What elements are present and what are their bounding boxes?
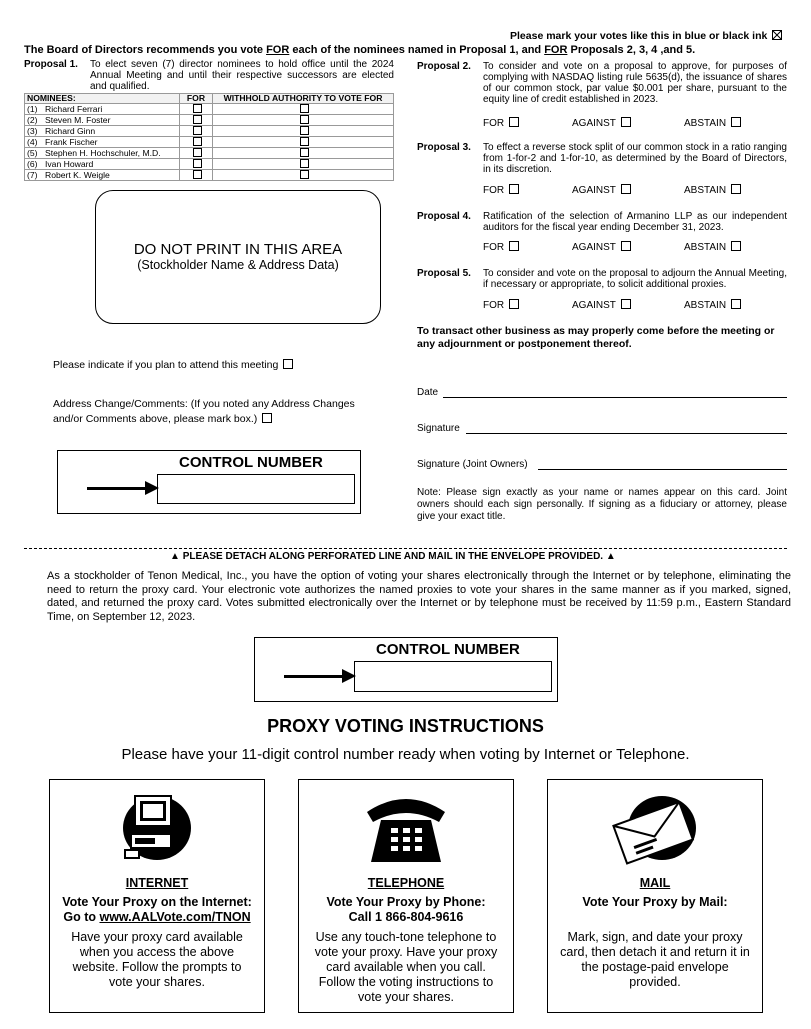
proposal-4-against-checkbox[interactable]	[621, 241, 631, 251]
address-area	[95, 190, 381, 324]
control-number-field-2[interactable]	[354, 661, 552, 692]
telephone-heading: Vote Your Proxy by Phone:	[326, 895, 486, 909]
mail-heading: Vote Your Proxy by Mail:	[582, 895, 728, 909]
instructions-subtitle: Please have your 11-digit control number ready when voting by Internet or Telephone.	[121, 746, 690, 763]
nominee-withhold-checkbox[interactable]	[300, 104, 309, 113]
proposal-2-abstain-checkbox[interactable]	[731, 117, 741, 127]
marked-box-icon	[772, 30, 782, 40]
nominee-for-checkbox[interactable]	[193, 104, 202, 113]
proposal-3-for-option: FOR	[483, 184, 519, 196]
proposal-4-against-option: AGAINST	[572, 241, 631, 253]
nominee-withhold-checkbox[interactable]	[300, 115, 309, 124]
nominee-row	[25, 159, 394, 170]
nominee-name: (4) Frank Fischer	[25, 137, 180, 148]
proposal-1-text: To elect seven (7) director nominees to hold office until the 2024 Annual Meeting and until their respective successors are elected and qualified.	[90, 59, 394, 92]
telephone-panel	[298, 779, 514, 1013]
envelope-icon	[610, 790, 700, 870]
perforation-line	[24, 548, 787, 549]
nominee-withhold-checkbox[interactable]	[300, 148, 309, 157]
address-change: Address Change/Comments: (If you noted any Address Changes and/or Comments above, please mark box.)	[53, 398, 355, 425]
internet-url-link[interactable]: www.AALVote.com/TNON	[99, 910, 251, 924]
mail-title: MAIL	[639, 876, 671, 890]
joint-signature-label: Signature (Joint Owners)	[417, 459, 528, 470]
nominee-row	[25, 115, 394, 126]
proposal-5-abstain-option: ABSTAIN	[684, 299, 741, 311]
nominee-name: (7) Robert K. Weigle	[25, 170, 180, 181]
nominee-name: (6) Ivan Howard	[25, 159, 180, 170]
proposal-4-for-option: FOR	[483, 241, 519, 253]
proposal-2-for-option: FOR	[483, 117, 519, 129]
nominee-withhold-checkbox[interactable]	[300, 159, 309, 168]
proposal-2-for-checkbox[interactable]	[509, 117, 519, 127]
withhold-header: WITHHOLD AUTHORITY TO VOTE FOR	[213, 94, 394, 104]
internet-body: Have your proxy card available when you access the above website. Follow the prompts to vote your shares.	[71, 930, 243, 989]
mail-panel	[547, 779, 763, 1013]
mark-instruction: Please mark your votes like this in blue or black ink	[510, 30, 782, 42]
date-line[interactable]	[443, 397, 787, 398]
proposal-5-against-checkbox[interactable]	[621, 299, 631, 309]
nominee-for-checkbox[interactable]	[193, 159, 202, 168]
mail-body: Mark, sign, and date your proxy card, then detach it and return it in the postage-paid envelope provided.	[560, 930, 750, 989]
internet-url-line: Go to www.AALVote.com/TNON	[63, 910, 251, 924]
proposal-3-against-option: AGAINST	[572, 184, 631, 196]
nominee-for-checkbox[interactable]	[193, 126, 202, 135]
arrow-icon	[87, 487, 147, 490]
triangle-up-icon: ▲	[170, 551, 180, 562]
attend-checkbox[interactable]	[283, 359, 293, 369]
nominee-withhold-checkbox[interactable]	[300, 126, 309, 135]
proposal-1-label: Proposal 1.	[24, 59, 78, 70]
proposal-2-label: Proposal 2.	[417, 61, 471, 72]
nominee-row	[25, 137, 394, 148]
nominee-name: (1) Richard Ferrari	[25, 104, 180, 115]
proposal-5-label: Proposal 5.	[417, 268, 471, 279]
nominee-name: (2) Steven M. Foster	[25, 115, 180, 126]
proposal-3-for-checkbox[interactable]	[509, 184, 519, 194]
signature-line[interactable]	[466, 433, 787, 434]
nominee-row	[25, 104, 394, 115]
triangle-up-icon: ▲	[605, 551, 616, 562]
proposal-2-abstain-option: ABSTAIN	[684, 117, 741, 129]
proposal-5-for-checkbox[interactable]	[509, 299, 519, 309]
nominee-for-checkbox[interactable]	[193, 148, 202, 157]
nominee-row	[25, 148, 394, 159]
control-number-box	[57, 450, 361, 514]
proposal-3-against-checkbox[interactable]	[621, 184, 631, 194]
proposal-4-abstain-option: ABSTAIN	[684, 241, 741, 253]
nominee-withhold-checkbox[interactable]	[300, 170, 309, 179]
for-header: FOR	[180, 94, 213, 104]
control-number-label-2: CONTROL NUMBER	[376, 641, 520, 658]
control-number-label: CONTROL NUMBER	[179, 454, 323, 471]
proposal-4-label: Proposal 4.	[417, 211, 471, 222]
proposal-5-for-option: FOR	[483, 299, 519, 311]
proposal-2-text: To consider and vote on a proposal to approve, for purposes of complying with NASDAQ listing rule 5635(d), the issuance of shares of our common stock, par value $0.001 per share, pursuant to the equity line of credit established in 2023.	[483, 61, 787, 105]
arrow-icon	[284, 675, 344, 678]
stockholder-paragraph: As a stockholder of Tenon Medical, Inc., you have the option of voting your shares electronically through the Internet or by telephone, eliminating the need to return the proxy card. Your electronic vote authorizes the named proxies to vote your shares in the same manner as if you marked, signed, dated, and returned the proxy card. Votes submitted electronically over the Internet or by telephone must be received by 11:59 p.m., Eastern Standard Time, on September 12, 2023.	[47, 570, 791, 623]
proposal-3-abstain-checkbox[interactable]	[731, 184, 741, 194]
telephone-icon	[361, 790, 451, 870]
signature-label: Signature	[417, 423, 460, 434]
joint-signature-line[interactable]	[538, 469, 787, 470]
nominee-name: (5) Stephen H. Hochschuler, M.D.	[25, 148, 180, 159]
control-number-field[interactable]	[157, 474, 355, 504]
telephone-number[interactable]: Call 1 866-804-9616	[348, 910, 464, 924]
do-not-print-subtitle: (Stockholder Name & Address Data)	[137, 258, 339, 272]
proposal-4-abstain-checkbox[interactable]	[731, 241, 741, 251]
address-change-checkbox[interactable]	[262, 413, 272, 423]
proposal-3-abstain-option: ABSTAIN	[684, 184, 741, 196]
computer-icon	[117, 788, 197, 868]
other-business: To transact other business as may properly come before the meeting or any adjournment or postponement thereof.	[417, 325, 775, 350]
nominee-row	[25, 126, 394, 137]
proposal-4-text: Ratification of the selection of Armanino LLP as our independent auditors for the fiscal year ending December 31, 2023.	[483, 211, 787, 233]
nominees-table	[24, 93, 394, 181]
nominee-for-checkbox[interactable]	[193, 170, 202, 179]
detach-instruction: ▲ PLEASE DETACH ALONG PERFORATED LINE AND MAIL IN THE ENVELOPE PROVIDED. ▲	[170, 551, 616, 562]
nominee-name: (3) Richard Ginn	[25, 126, 180, 137]
internet-heading: Vote Your Proxy on the Internet:	[62, 895, 252, 909]
proposal-5-abstain-checkbox[interactable]	[731, 299, 741, 309]
proposal-5-against-option: AGAINST	[572, 299, 631, 311]
proposal-3-text: To effect a reverse stock split of our common stock in a ratio ranging from 1-for-2 and 1-for-10, as determined by the Board of Directors, in its discretion.	[483, 142, 787, 175]
proposal-3-label: Proposal 3.	[417, 142, 471, 153]
nominee-for-checkbox[interactable]	[193, 137, 202, 146]
proposal-5-text: To consider and vote on the proposal to adjourn the Annual Meeting, if necessary or appropriate, to solicit additional proxies.	[483, 268, 787, 290]
internet-panel	[49, 779, 265, 1013]
do-not-print-title: DO NOT PRINT IN THIS AREA	[133, 241, 343, 258]
proposal-4-for-checkbox[interactable]	[509, 241, 519, 251]
internet-title: INTERNET	[125, 876, 189, 890]
telephone-title: TELEPHONE	[367, 876, 445, 890]
nominee-withhold-checkbox[interactable]	[300, 137, 309, 146]
board-recommendation: The Board of Directors recommends you vote FOR each of the nominees named in Proposal 1, and FOR Proposals 2, 3, 4 ,and 5.	[24, 44, 696, 56]
telephone-body: Use any touch-tone telephone to vote your proxy. Have your proxy card available when you call. Follow the voting instructions to vote your shares.	[314, 930, 498, 1004]
proposal-2-against-checkbox[interactable]	[621, 117, 631, 127]
date-label: Date	[417, 387, 439, 398]
attend-meeting: Please indicate if you plan to attend this meeting	[53, 359, 293, 371]
signature-note: Note: Please sign exactly as your name or names appear on this card. Joint owners should each sign personally. If signing as a fiduciary or attorney, please give your exact title.	[417, 487, 787, 522]
nominee-for-checkbox[interactable]	[193, 115, 202, 124]
control-number-box-2	[254, 637, 558, 702]
nominees-header: NOMINEES:	[25, 94, 180, 104]
nominee-row	[25, 170, 394, 181]
proposal-2-against-option: AGAINST	[572, 117, 631, 129]
instructions-title: PROXY VOTING INSTRUCTIONS	[267, 716, 544, 736]
